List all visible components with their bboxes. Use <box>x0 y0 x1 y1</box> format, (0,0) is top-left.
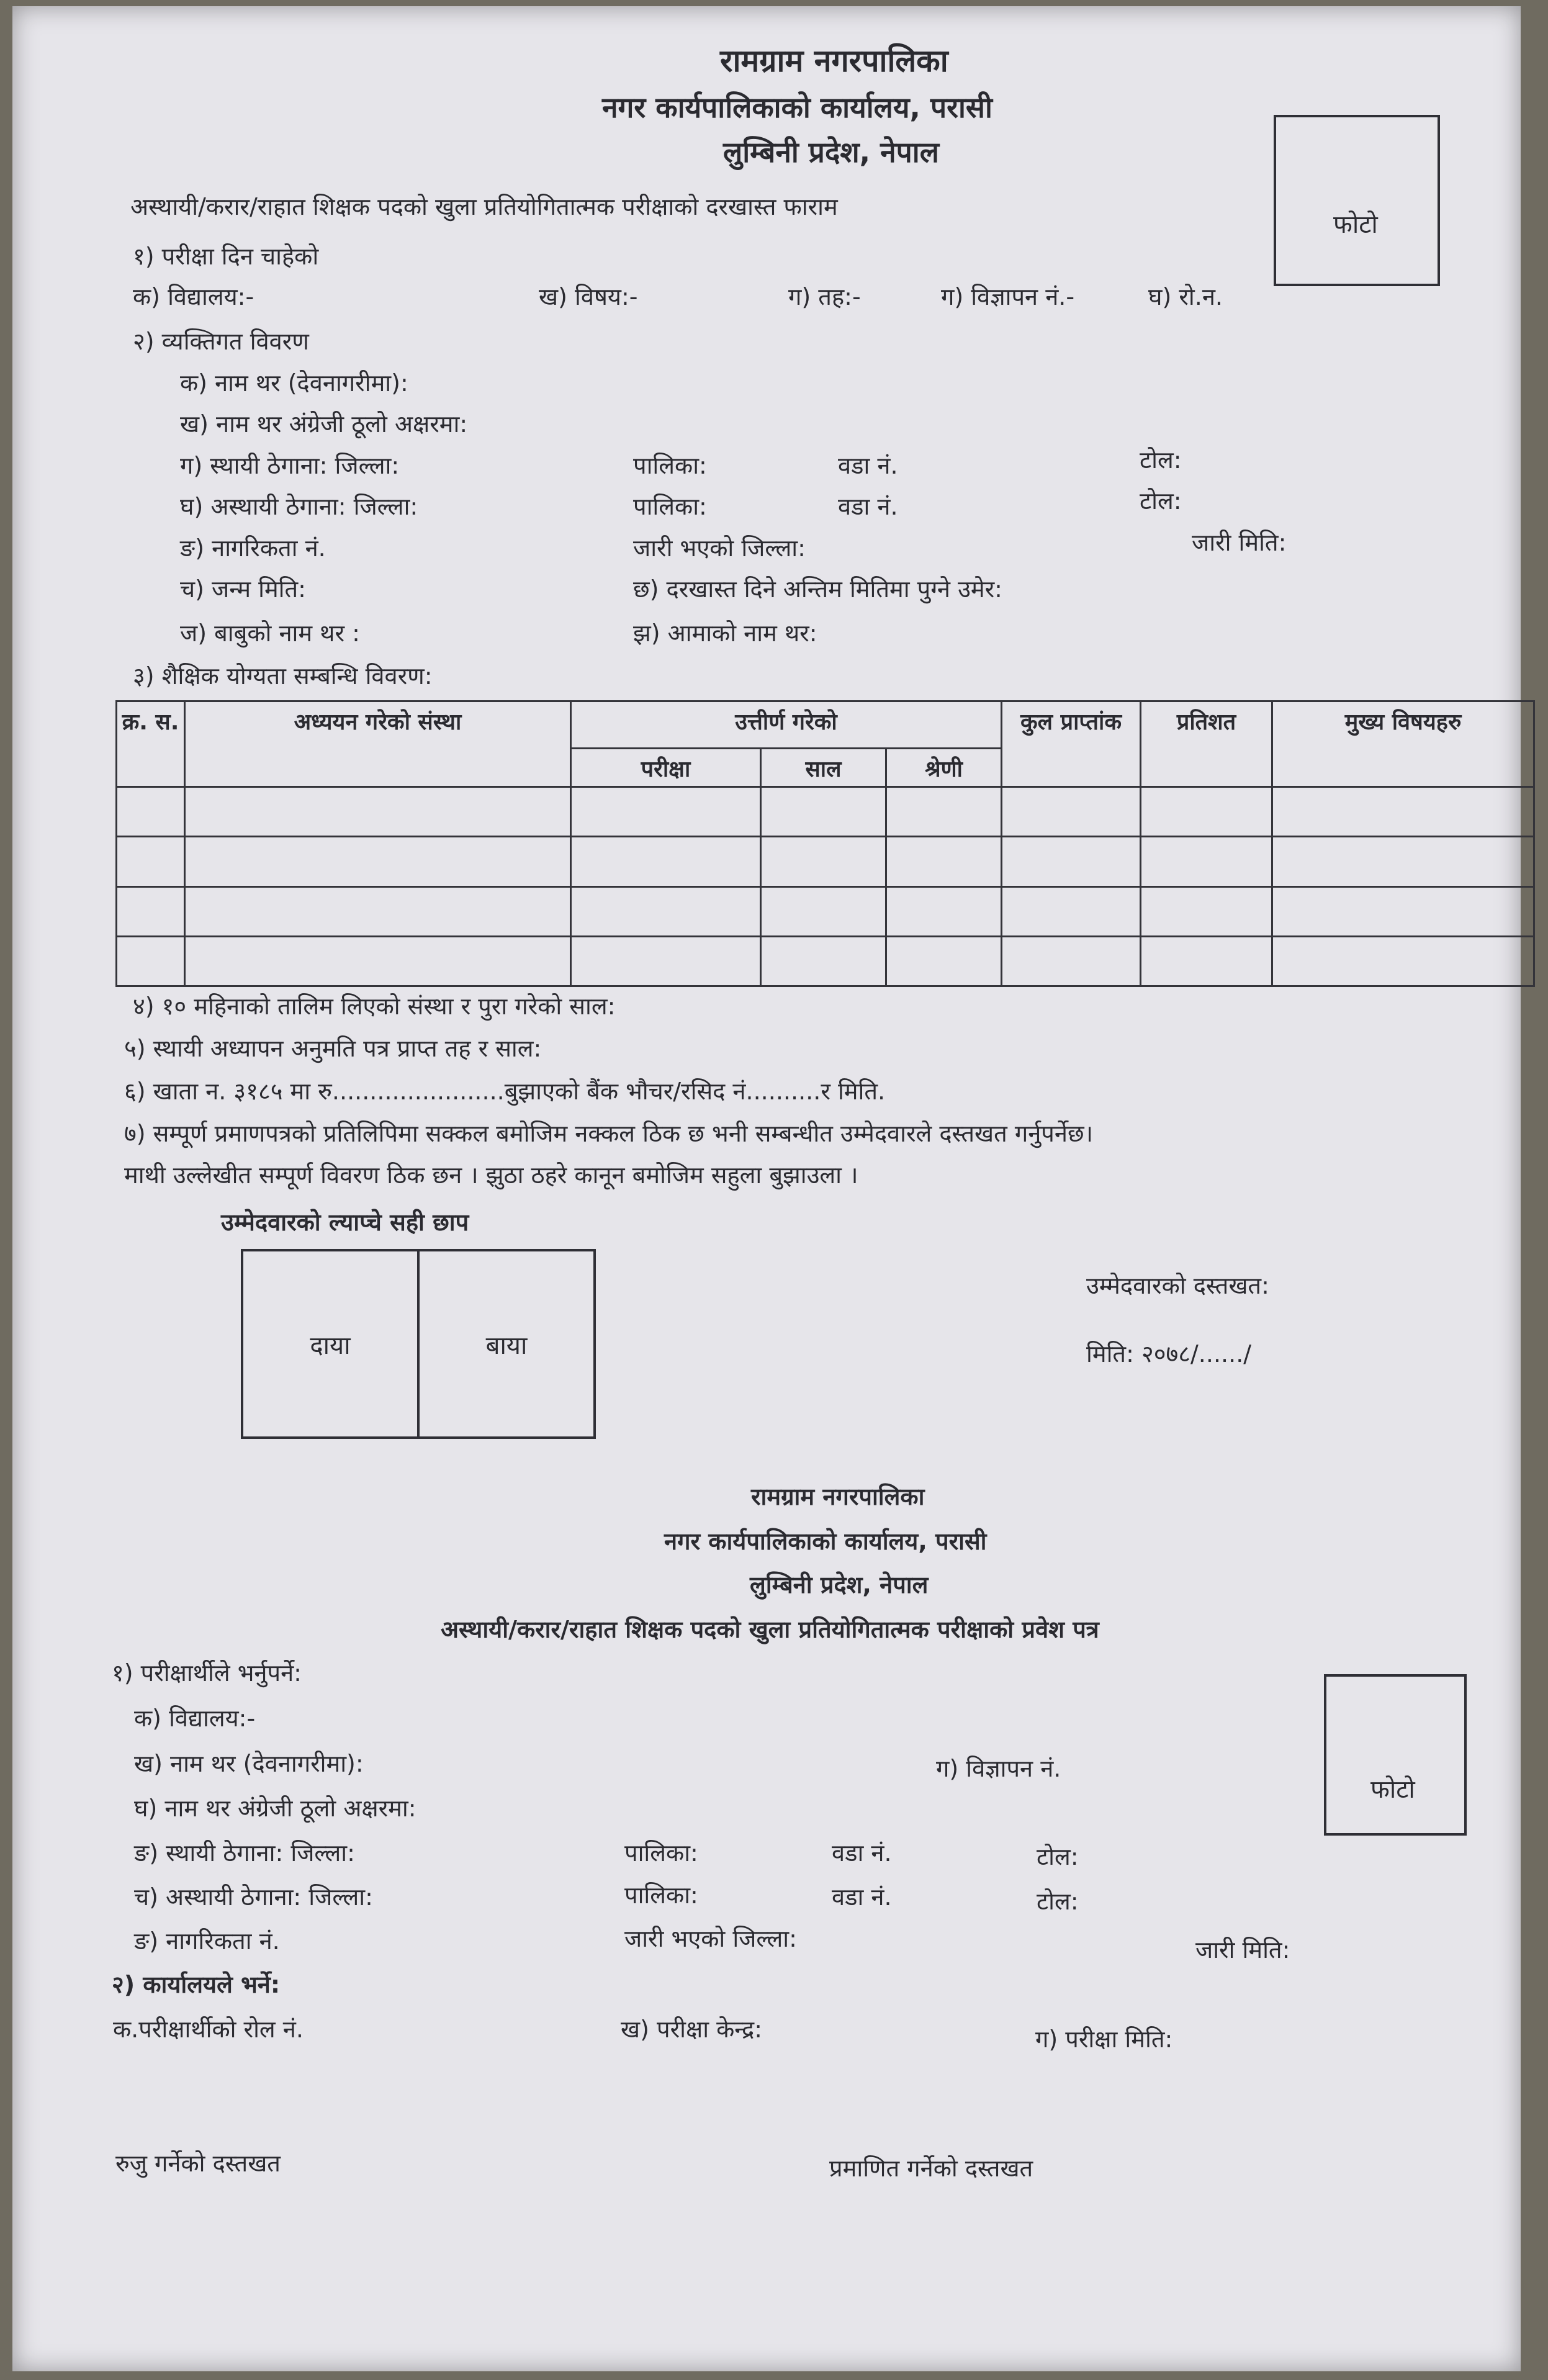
sec3-heading: ३) शैक्षिक योग्यता सम्बन्धि विवरण: <box>133 662 433 690</box>
admit-photo-box <box>1324 1674 1467 1836</box>
father-name-label: ज) बाबुको नाम थर : <box>180 620 360 647</box>
sec1-level: ग) तह:- <box>788 283 861 310</box>
admit-citizenship-label: ङ) नागरिकता नं. <box>134 1927 280 1955</box>
sec4-training: ४) १० महिनाको तालिम लिएको संस्था र पुरा गरेको साल: <box>133 993 616 1020</box>
candidate-signature-label: उम्मेदवारको दस्तखत: <box>1086 1272 1269 1299</box>
admit-sec2-heading: २) कार्यालयले भर्ने: <box>112 1971 281 1998</box>
admit-temp-address-label: च) अस्थायी ठेगाना: जिल्ला: <box>134 1883 373 1911</box>
col-year: साल <box>761 749 886 787</box>
signature-date: मिति: २०७८/....../ <box>1086 1340 1252 1368</box>
sec2-heading: २) व्यक्तिगत विवरण <box>133 328 309 355</box>
sec1-post-no: घ) रो.न. <box>1148 283 1223 310</box>
header-municipality: रामग्राम नगरपालिका <box>720 43 948 79</box>
temp-ward-label: वडा नं. <box>838 493 898 520</box>
admit-title: अस्थायी/करार/राहात शिक्षक पदको खुला प्रतियोगितात्मक परीक्षाको प्रवेश पत्र <box>441 1616 1099 1643</box>
temp-municipality-label: पालिका: <box>633 493 707 520</box>
admit-header-municipality: रामग्राम नगरपालिका <box>751 1483 925 1510</box>
citizenship-label: ङ) नागरिकता नं. <box>180 534 326 562</box>
admit-issued-district-label: जारी भएको जिल्ला: <box>624 1925 797 1952</box>
table-row <box>117 787 1534 837</box>
perm-ward-label: वडा नं. <box>838 452 898 479</box>
admit-advert-no-label: ग) विज्ञापन नं. <box>936 1755 1061 1782</box>
col-passed: उत्तीर्ण गरेको <box>571 701 1002 749</box>
sec6-payment: ६) खाता न. ३१८५ मा रु.......................बुझाएको बैंक भौचर/रसिद नं..........र मिति. <box>124 1078 886 1105</box>
admit-temp-ward-label: वडा नं. <box>832 1883 892 1911</box>
admit-perm-tole-label: टोल: <box>1037 1843 1079 1870</box>
sec1-school: क) विद्यालय:- <box>133 283 254 310</box>
education-table <box>115 700 1535 987</box>
age-label: छ) दरखास्त दिने अन्तिम मितिमा पुग्ने उमेर: <box>633 575 1002 603</box>
admit-temp-municipality-label: पालिका: <box>624 1882 698 1909</box>
table-row <box>117 837 1534 886</box>
col-division: श्रेणी <box>886 749 1002 787</box>
col-total-marks: कुल प्राप्तांक <box>1002 701 1141 787</box>
admit-perm-address-label: ङ) स्थायी ठेगाना: जिल्ला: <box>134 1839 355 1867</box>
thumb-heading: उम्मेदवारको ल्याप्चे सही छाप <box>221 1209 469 1236</box>
sec7-certificates: ७) सम्पूर्ण प्रमाणपत्रको प्रतिलिपिमा सक्कल बमोजिम नक्कल ठिक छ भनी सम्बन्धीत उम्मेदवारले दस्तखत गर्नुपर्नेछ। <box>124 1120 1094 1147</box>
admit-photo-label: फोटो <box>1370 1775 1415 1804</box>
admit-name-english-label: घ) नाम थर अंग्रेजी ठूलो अक्षरमा: <box>134 1795 416 1822</box>
issued-district-label: जारी भएको जिल्ला: <box>633 534 806 562</box>
issued-date-label: जारी मिति: <box>1192 529 1287 556</box>
thumbprint-box <box>241 1249 596 1439</box>
roll-no-label: क.परीक्षार्थीको रोल नं. <box>113 2016 304 2043</box>
table-row <box>117 936 1534 986</box>
thumb-right-label: दाया <box>310 1331 351 1360</box>
admit-perm-ward-label: वडा नं. <box>832 1839 892 1867</box>
photo-box <box>1274 115 1440 286</box>
col-sn: क्र. स. <box>117 701 185 787</box>
sec1-advert-no: ग) विज्ञापन नं.- <box>941 283 1075 310</box>
table-row <box>117 886 1534 936</box>
verifier-signature-label: रुजु गर्नेको दस्तखत <box>115 2150 281 2177</box>
name-english-label: ख) नाम थर अंग्रेजी ठूलो अक्षरमा: <box>180 410 468 438</box>
temp-address-label: घ) अस्थायी ठेगाना: जिल्ला: <box>180 493 418 520</box>
admit-perm-municipality-label: पालिका: <box>624 1839 698 1867</box>
perm-municipality-label: पालिका: <box>633 452 707 479</box>
certifier-signature-label: प्रमाणित गर्नेको दस्तखत <box>829 2155 1033 2182</box>
thumb-left-label: बाया <box>485 1331 528 1360</box>
perm-tole-label: टोल: <box>1140 446 1182 474</box>
col-exam: परीक्षा <box>571 749 761 787</box>
admit-temp-tole-label: टोल: <box>1037 1888 1079 1915</box>
col-institution: अध्ययन गरेको संस्था <box>185 701 571 787</box>
header-office: नगर कार्यपालिकाको कार्यालय, परासी <box>602 91 992 124</box>
header-province: लुम्बिनी प्रदेश, नेपाल <box>723 135 939 169</box>
exam-center-label: ख) परीक्षा केन्द्र: <box>621 2016 763 2043</box>
mother-name-label: झ) आमाको नाम थर: <box>633 620 817 647</box>
exam-date-label: ग) परीक्षा मिति: <box>1035 2026 1173 2053</box>
admit-issued-date-label: जारी मिति: <box>1195 1936 1290 1963</box>
admit-sec1-heading: १) परीक्षार्थीले भर्नुपर्ने: <box>112 1659 302 1687</box>
admit-name-devanagari-label: ख) नाम थर (देवनागरीमा): <box>134 1750 364 1777</box>
col-main-subjects: मुख्य विषयहरु <box>1272 701 1534 787</box>
name-devanagari-label: क) नाम थर (देवनागरीमा): <box>180 369 408 397</box>
admit-school-label: क) विद्यालय:- <box>134 1705 256 1732</box>
col-percent: प्रतिशत <box>1141 701 1272 787</box>
photo-label: फोटो <box>1333 210 1378 239</box>
form-title: अस्थायी/करार/राहात शिक्षक पदको खुला प्रतियोगितात्मक परीक्षाको दरखास्त फाराम <box>130 193 838 220</box>
declaration: माथी उल्लेखीत सम्पूर्ण विवरण ठिक छन । झुठा ठहरे कानून बमोजिम सहुला बुझाउला । <box>124 1161 858 1189</box>
sec1-subject: ख) विषय:- <box>539 283 638 310</box>
perm-address-label: ग) स्थायी ठेगाना: जिल्ला: <box>180 452 400 479</box>
sec5-license: ५) स्थायी अध्यापन अनुमति पत्र प्राप्त तह र साल: <box>124 1035 542 1062</box>
dob-label: च) जन्म मिति: <box>180 575 306 603</box>
admit-header-office: नगर कार्यपालिकाको कार्यालय, परासी <box>664 1528 987 1555</box>
temp-tole-label: टोल: <box>1140 487 1182 515</box>
sec1-heading: १) परीक्षा दिन चाहेको <box>133 243 319 270</box>
admit-header-province: लुम्बिनी प्रदेश, नेपाल <box>750 1571 929 1598</box>
